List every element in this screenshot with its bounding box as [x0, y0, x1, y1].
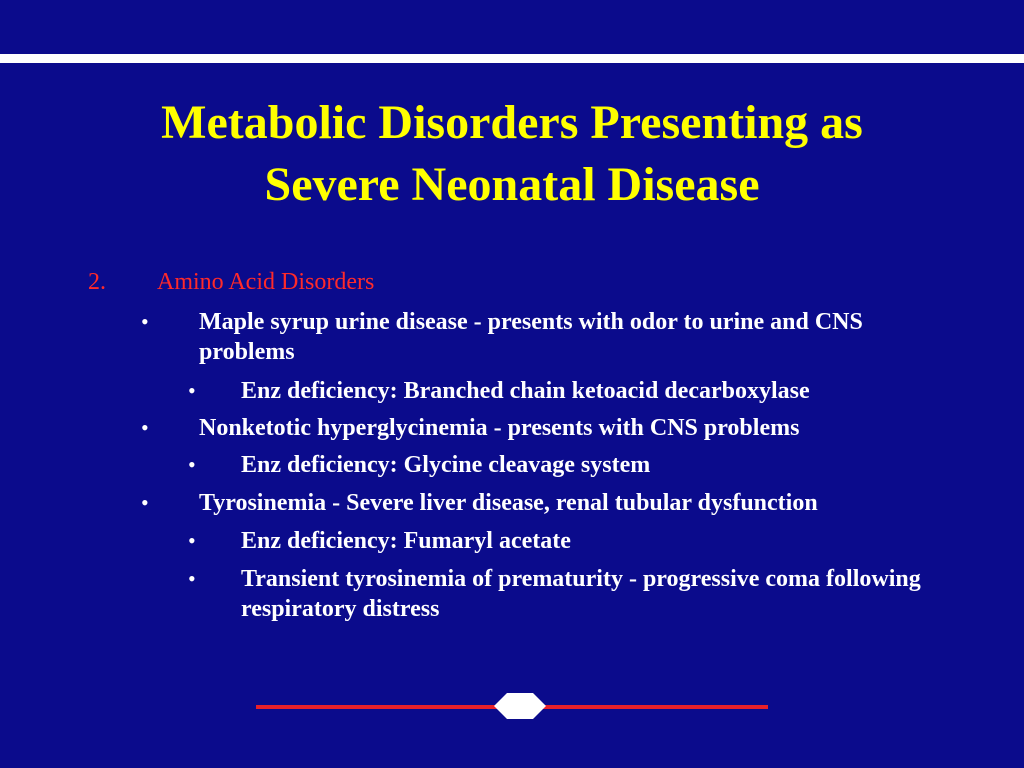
section-number: 2.	[88, 269, 106, 295]
bullet-text: Nonketotic hyperglycinemia - presents with CNS problems	[199, 415, 800, 441]
slide-title-line-1: Metabolic Disorders Presenting as	[161, 96, 863, 149]
bullet-text: Tyrosinemia - Severe liver disease, renal tubular dysfunction	[199, 490, 818, 516]
slide-title-line-2: Severe Neonatal Disease	[264, 158, 760, 211]
diamond-icon	[494, 693, 546, 719]
bullet-icon: •	[188, 452, 196, 477]
slide-title	[0, 92, 1024, 216]
sub-bullet-text: Enz deficiency: Glycine cleavage system	[241, 452, 651, 478]
bullet-icon: •	[188, 566, 196, 591]
section-heading-text: Amino Acid Disorders	[157, 269, 375, 295]
sub-bullet-text: Enz deficiency: Branched chain ketoacid decarboxylase	[241, 378, 810, 404]
bullet-icon: •	[141, 415, 149, 440]
bullet-icon: •	[188, 528, 196, 553]
bullet-icon: •	[141, 490, 149, 515]
top-divider	[0, 54, 1024, 63]
bullet-icon: •	[141, 309, 149, 334]
sub-bullet-text: Transient tyrosinemia of prematurity - progressive coma following respiratory distress	[241, 566, 921, 622]
bullet-text: Maple syrup urine disease - presents with odor to urine and CNS problems	[199, 309, 863, 365]
sub-bullet-text: Enz deficiency: Fumaryl acetate	[241, 528, 571, 554]
bottom-ornament	[256, 690, 768, 720]
bullet-icon: •	[188, 378, 196, 403]
